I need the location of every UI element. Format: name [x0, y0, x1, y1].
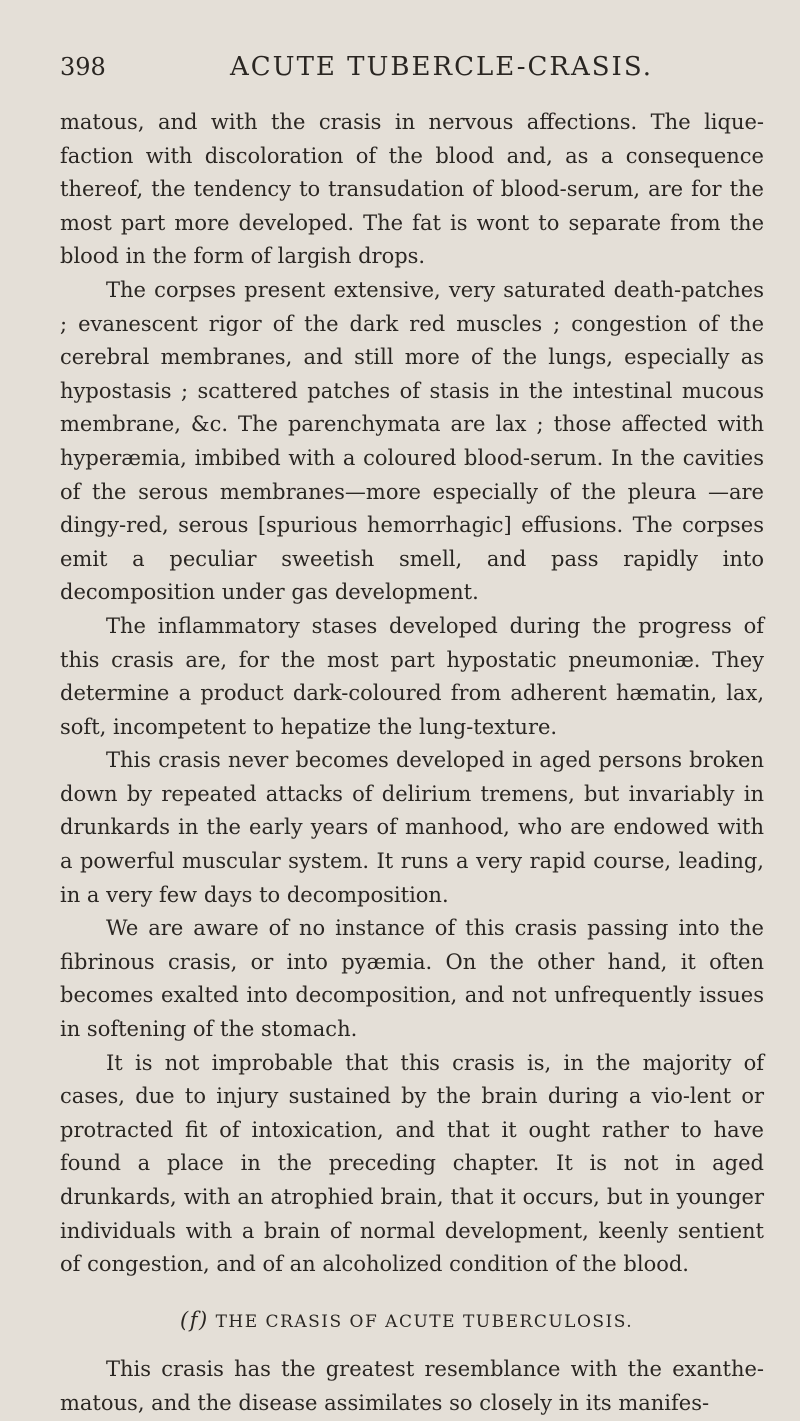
running-head [60, 52, 764, 86]
body-text [60, 106, 764, 1421]
section-title: THE CRASIS OF ACUTE TUBERCULOSIS. [215, 1311, 634, 1332]
paragraph: matous, and with the crasis in nervous affections. The lique-faction with discoloration of the blood and, as a consequence thereof, the tendency to transudation of blood-serum, are for the most part more developed. The fat is wont to separate from the blood in the form of largish drops. [60, 110, 764, 269]
section-letter: (f) [180, 1307, 209, 1332]
section-heading [60, 1304, 764, 1340]
paragraph: This crasis never becomes developed in aged persons broken down by repeated attacks of delirium tremens, but invariably in drunkards in the early years of manhood, who are endowed with a powerful muscular system. It runs a very rapid course, leading, in a very few days to decomposition. [60, 748, 764, 907]
paragraph: This crasis has the greatest resemblance with the exanthe-matous, and the disease assimilates so closely in its manifes- [60, 1357, 764, 1415]
paragraph: The inflammatory stases developed during the progress of this crasis are, for the most part hypostatic pneumoniæ. They determine a product dark-coloured from adherent hæmatin, lax, soft, incompetent to hepatize the lung-texture. [60, 613, 764, 739]
paragraph: It is not improbable that this crasis is, in the majority of cases, due to injury sustained by the brain during a vio-lent or protracted fit of intoxication, and that it ought rather to have found a place in the preceding chapter. It is not in aged drunkards, with an atrophied brain, that it occurs, but in younger individuals with a brain of normal development, keenly sentient of congestion, and of an alcoholized condition of the blood. [60, 1050, 764, 1277]
page-number: 398 [60, 53, 106, 81]
paragraph: We are aware of no instance of this crasis passing into the fibrinous crasis, or into pyæmia. On the other hand, it often becomes exalted into decomposition, and not unfrequently issues in softening of the stomach. [60, 916, 764, 1042]
paragraph: The corpses present extensive, very saturated death-patches ; evanescent rigor of the dark red muscles ; congestion of the cerebral membranes, and still more of the lungs, especially as hypostasis ; scattered patches of stasis in the intestinal mucous membrane, &c. The parenchymata are lax ; those affected with hyperæmia, imbibed with a coloured blood-serum. In the cavities of the serous membranes—more especially of the pleura —are dingy-red, serous [spurious hemorrhagic] effusions. The corpses emit a peculiar sweetish smell, and pass rapidly into decomposition under gas development. [60, 277, 764, 605]
running-title: ACUTE TUBERCLE-CRASIS. [230, 52, 653, 82]
